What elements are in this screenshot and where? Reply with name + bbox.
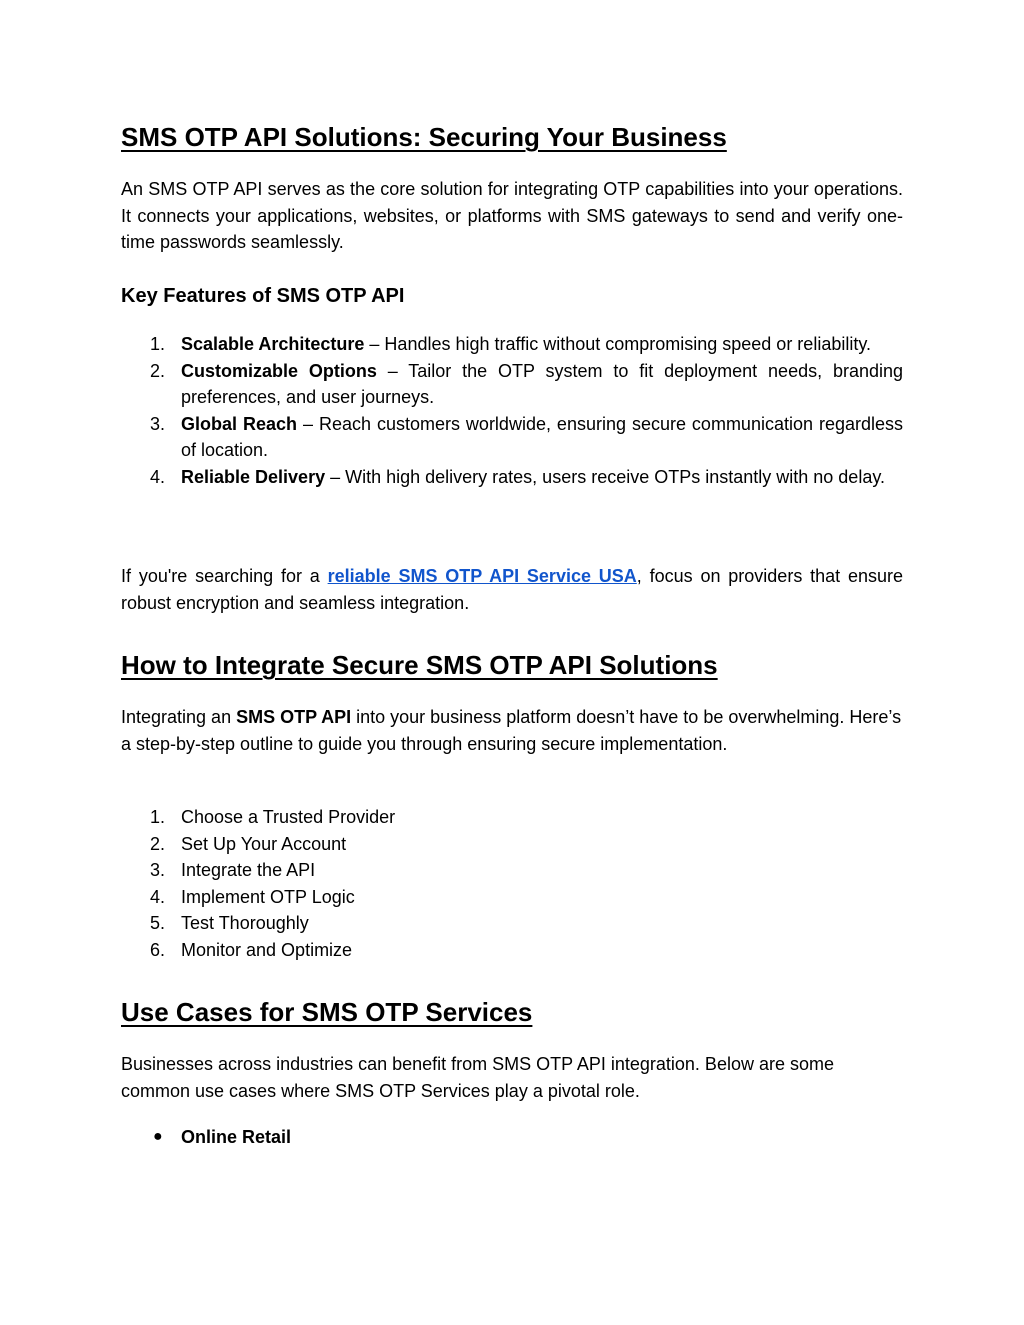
key-features-list — [121, 331, 903, 490]
integration-steps-list — [121, 804, 903, 963]
feature-item — [121, 358, 903, 411]
use-cases-list — [121, 1124, 903, 1151]
feature-title: Scalable Architecture — [181, 334, 365, 354]
step-item — [121, 884, 903, 911]
step-text: Set Up Your Account — [181, 833, 347, 854]
integrate-heading: How to Integrate Secure SMS OTP API Solutions — [121, 650, 718, 680]
integrate-text-after: into your business platform doesn’t have to be overwhelming. Here’s a step-by-step outline to guide you through ensuring secure implementation. — [121, 707, 902, 754]
step-text: Implement OTP Logic — [181, 886, 355, 907]
step-item — [121, 804, 903, 831]
feature-description: – Handles high traffic without compromising speed or reliability. — [364, 334, 871, 354]
service-paragraph — [121, 563, 903, 616]
page-title: SMS OTP API Solutions: Securing Your Business — [121, 122, 727, 152]
step-text: Monitor and Optimize — [181, 939, 353, 960]
feature-title: Global Reach — [181, 413, 297, 434]
step-text: Choose a Trusted Provider — [181, 807, 396, 827]
intro-paragraph: An SMS OTP API serves as the core solution for integrating OTP capabilities into your operations. It connects your applications, websites, or platforms with SMS gateways to send and verify one-time passwords seamlessly. — [121, 179, 903, 252]
feature-description: – Reach customers worldwide, ensuring secure communication regardless of location. — [181, 413, 903, 460]
key-features-heading: Key Features of SMS OTP API — [121, 285, 405, 307]
integrate-paragraph — [121, 704, 903, 757]
use-cases-heading: Use Cases for SMS OTP Services — [121, 997, 533, 1027]
bullet-icon: ● — [153, 1128, 163, 1145]
step-item — [121, 910, 903, 937]
feature-item — [121, 411, 903, 464]
list-number: 3. — [150, 860, 166, 880]
list-number: 3. — [150, 413, 166, 434]
list-number: 6. — [150, 939, 166, 960]
use-case-item — [121, 1124, 903, 1151]
feature-title: Reliable Delivery — [181, 466, 326, 487]
list-number: 1. — [150, 334, 166, 354]
feature-description: – With high delivery rates, users receive OTPs instantly with no delay. — [325, 466, 885, 487]
feature-item — [121, 331, 903, 358]
integrate-text-bold: SMS OTP API — [236, 707, 352, 727]
integrate-text-before: Integrating an — [121, 707, 237, 727]
step-text: Test Thoroughly — [181, 913, 309, 933]
service-text-after: , focus on providers that ensure robust encryption and seamless integration. — [121, 566, 903, 613]
list-number: 2. — [150, 360, 166, 381]
use-cases-paragraph: Businesses across industries can benefit from SMS OTP API integration. Below are some common use cases where SMS OTP Services play a pivotal role. — [121, 1054, 834, 1101]
feature-item — [121, 464, 903, 491]
service-link[interactable]: reliable SMS OTP API Service USA — [327, 566, 637, 586]
step-item — [121, 857, 903, 884]
step-item — [121, 937, 903, 964]
list-number: 5. — [150, 913, 166, 933]
use-case-title: Online Retail — [181, 1127, 292, 1147]
list-number: 4. — [150, 886, 166, 907]
step-item — [121, 831, 903, 858]
list-number: 1. — [150, 807, 166, 827]
feature-title: Customizable Options — [181, 360, 377, 381]
list-number: 2. — [150, 833, 166, 854]
list-number: 4. — [150, 466, 166, 487]
feature-description: – Tailor the OTP system to fit deployment needs, branding preferences, and user journeys. — [181, 360, 903, 407]
step-text: Integrate the API — [181, 860, 316, 880]
service-text-before: If you're searching for a — [121, 566, 328, 586]
